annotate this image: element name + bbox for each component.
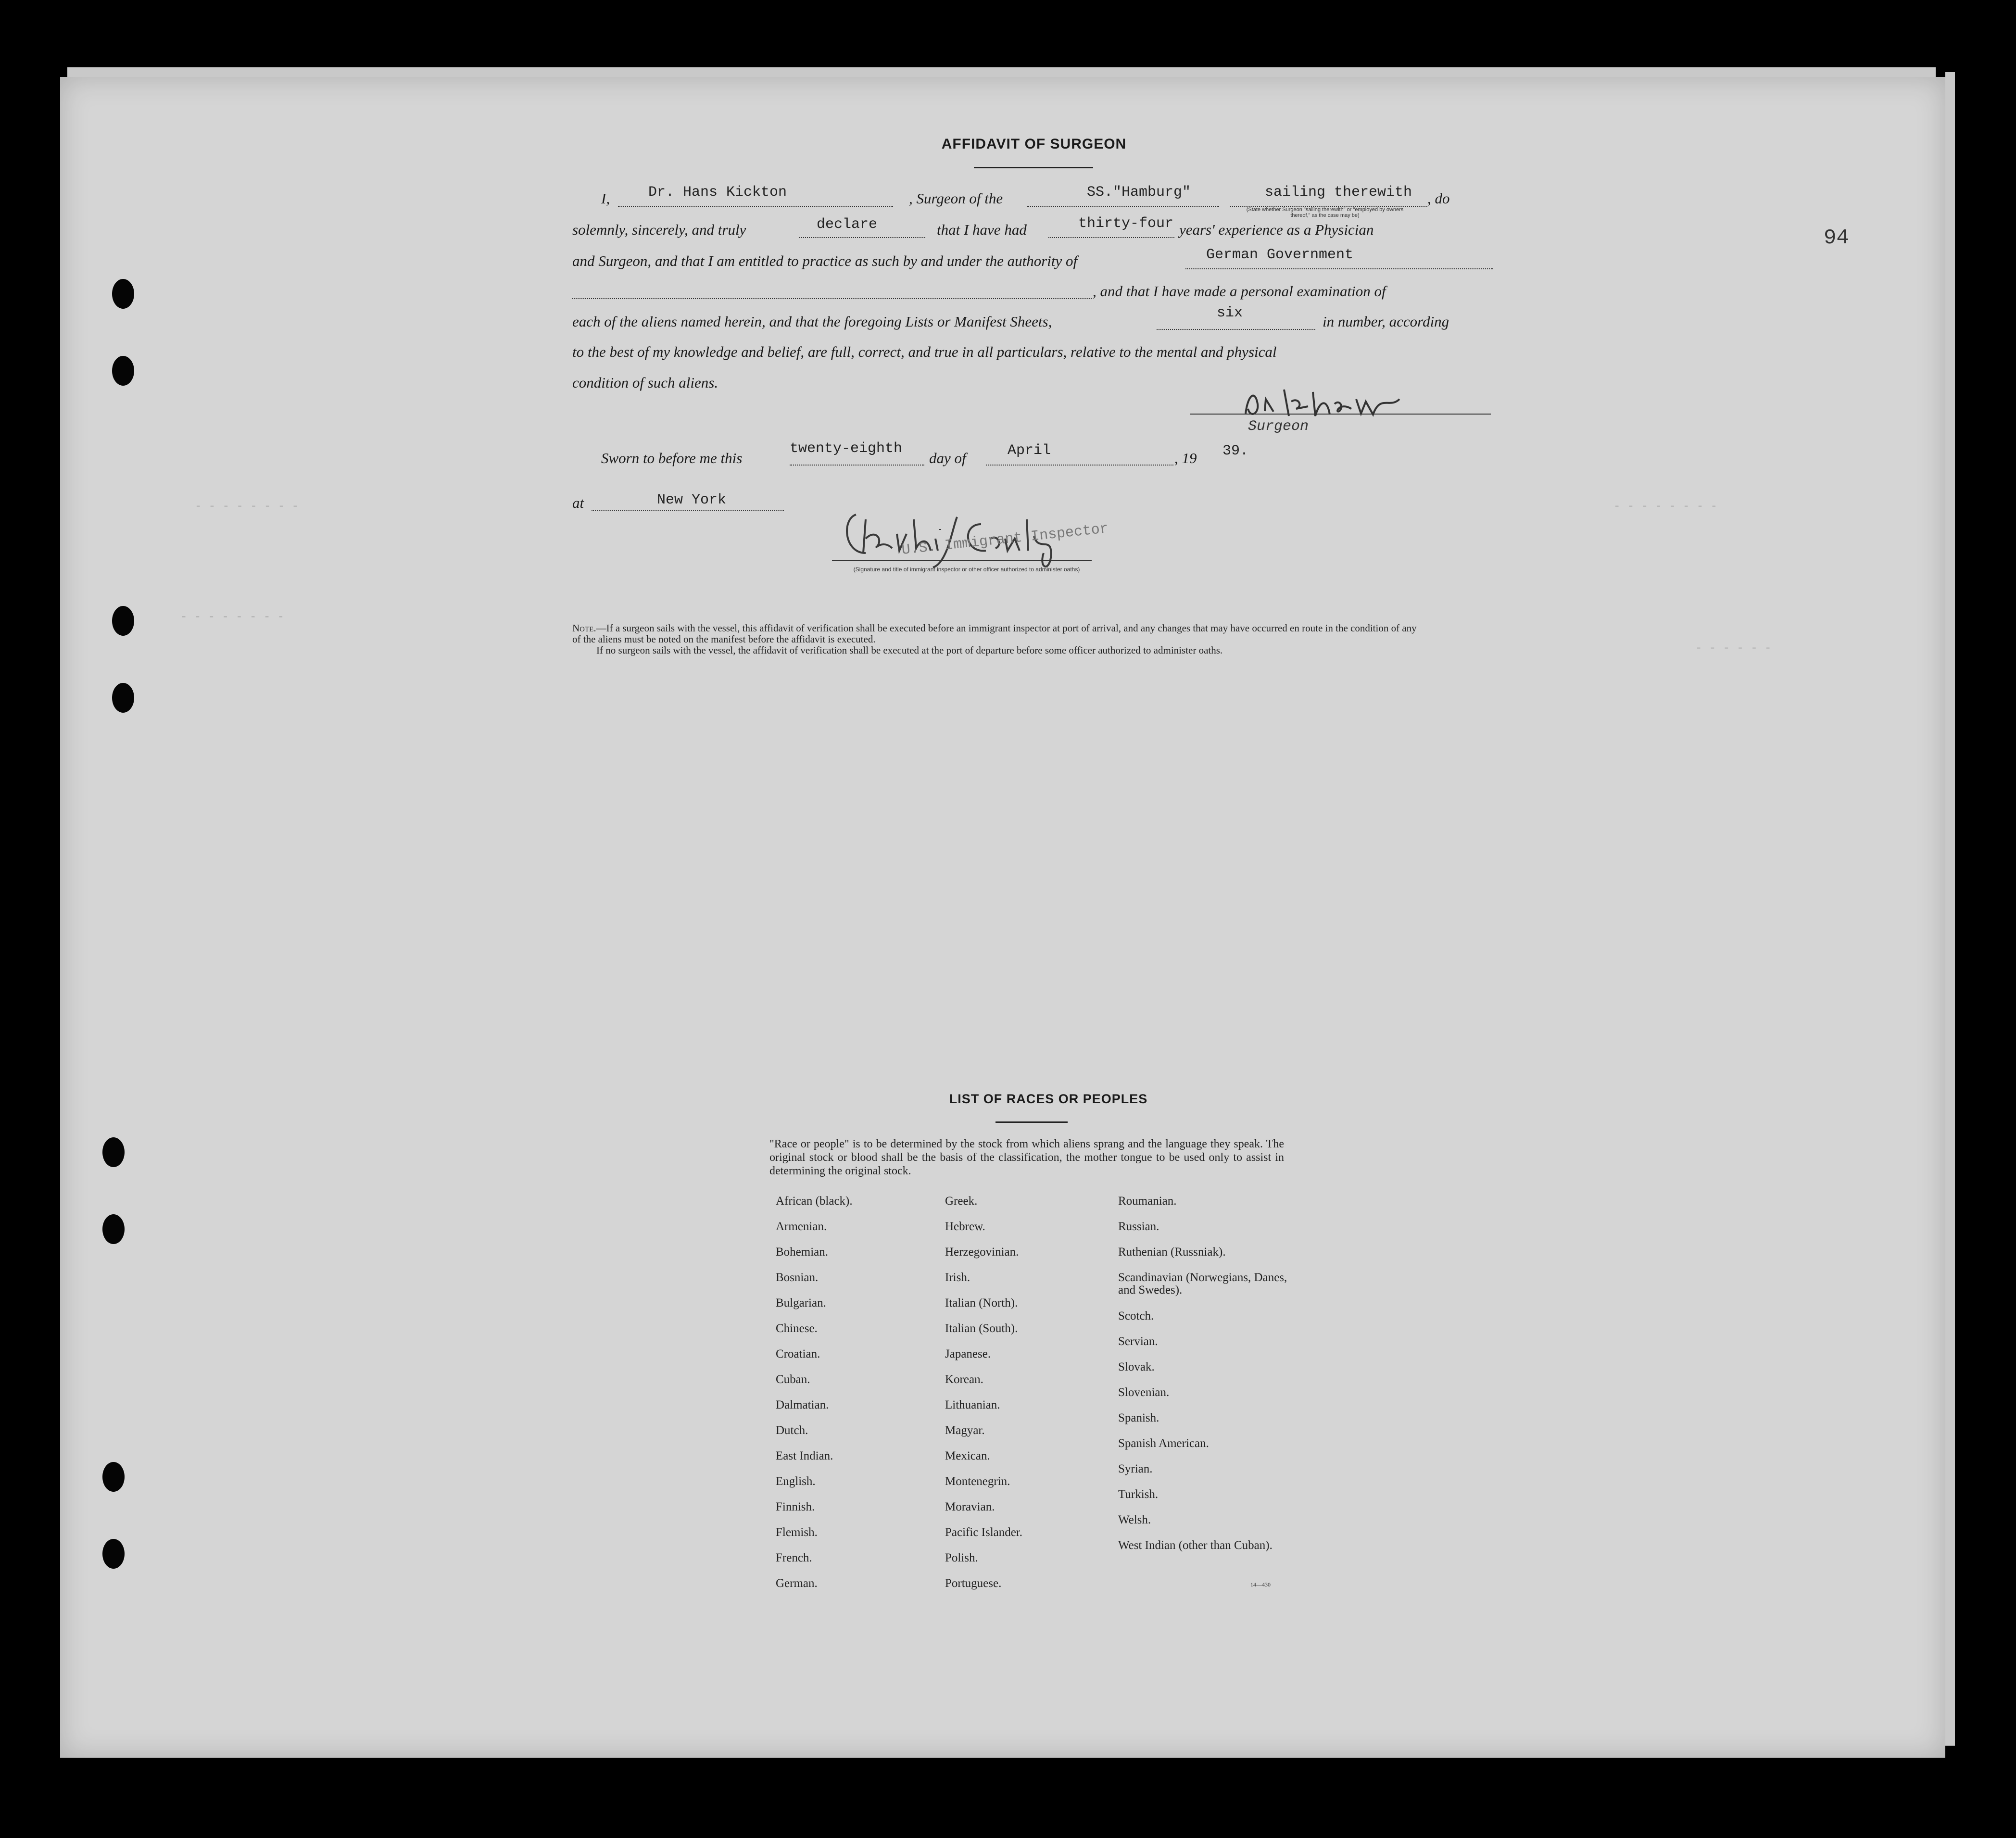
- race-item: Herzegovinian.: [945, 1246, 1019, 1259]
- show-through: - - - - - - - -: [180, 611, 285, 624]
- race-item: Irish.: [945, 1271, 970, 1284]
- race-item: French.: [776, 1551, 812, 1564]
- race-item: Syrian.: [1118, 1462, 1153, 1475]
- inspector-caption: (Signature and title of immigrant inspector or other officer authorized to administer oaths): [853, 566, 1080, 573]
- inspector-title-stamp: U.S. Immigrant Inspector: [901, 520, 1109, 559]
- day-field[interactable]: twenty-eighth: [790, 441, 903, 457]
- race-item: Croatian.: [776, 1347, 820, 1360]
- status-field[interactable]: sailing therewith: [1265, 184, 1412, 201]
- race-item: Ruthenian (Russniak).: [1118, 1246, 1226, 1259]
- punch-hole: [102, 1214, 125, 1244]
- race-item: Hebrew.: [945, 1220, 985, 1233]
- affidavit-title: AFFIDAVIT OF SURGEON: [941, 136, 1127, 152]
- race-item: German.: [776, 1577, 818, 1590]
- punch-hole: [102, 1462, 125, 1492]
- year-field[interactable]: 39.: [1222, 443, 1249, 459]
- race-item: Magyar.: [945, 1424, 985, 1437]
- affidavit-line: condition of such aliens.: [572, 374, 718, 391]
- show-through: - - - - - - - -: [195, 500, 299, 513]
- show-through: - - - - - -: [1695, 642, 1772, 655]
- punch-hole: [102, 1539, 125, 1569]
- race-item: Armenian.: [776, 1220, 827, 1233]
- race-item: East Indian.: [776, 1449, 833, 1462]
- blank-line: [592, 510, 784, 511]
- vessel-field[interactable]: SS."Hamburg": [1087, 184, 1191, 201]
- affidavit-line: , Surgeon of the: [909, 190, 1003, 207]
- race-item: Finnish.: [776, 1500, 815, 1513]
- surgeon-name-field[interactable]: Dr. Hans Kickton: [648, 184, 787, 201]
- affidavit-line: solemnly, sincerely, and truly: [572, 221, 746, 238]
- signature-line: [832, 560, 1092, 561]
- note-text-2: If no surgeon sails with the vessel, the affidavit of verification shall be executed at the port of departure before some officer authorized to administer oaths.: [596, 644, 1223, 656]
- place-field[interactable]: New York: [657, 492, 727, 508]
- affidavit-line: day of: [929, 450, 966, 466]
- affidavit-line: to the best of my knowledge and belief, are full, correct, and true in all particulars, relative to the mental and physical: [572, 343, 1277, 360]
- note-label: Note.: [572, 622, 596, 634]
- race-item: Bohemian.: [776, 1246, 829, 1259]
- punch-hole: [112, 683, 134, 713]
- blank-line: [1185, 268, 1493, 269]
- race-item: Russian.: [1118, 1220, 1159, 1233]
- race-item: Bulgarian.: [776, 1297, 826, 1309]
- affidavit-line: , do: [1427, 190, 1450, 207]
- verb-field[interactable]: declare: [817, 216, 878, 233]
- race-item: Polish.: [945, 1551, 978, 1564]
- race-item: Servian.: [1118, 1335, 1158, 1348]
- race-item: Dutch.: [776, 1424, 808, 1437]
- blank-line: [790, 465, 924, 466]
- race-item: Slovenian.: [1118, 1386, 1170, 1399]
- authority-field[interactable]: German Government: [1206, 247, 1354, 263]
- race-item: Korean.: [945, 1373, 983, 1386]
- affidavit-line: Sworn to before me this: [601, 450, 743, 466]
- blank-line: [799, 237, 925, 238]
- affidavit-line: each of the aliens named herein, and that the foregoing Lists or Manifest Sheets,: [572, 313, 1052, 330]
- race-item: Welsh.: [1118, 1513, 1151, 1526]
- races-title: LIST OF RACES OR PEOPLES: [949, 1092, 1148, 1106]
- show-through: - - - - - - - -: [1613, 500, 1718, 513]
- blank-line: [1027, 206, 1219, 207]
- race-item: Dalmatian.: [776, 1398, 829, 1411]
- race-item: English.: [776, 1475, 816, 1488]
- affidavit-line: that I have had: [937, 221, 1027, 238]
- race-item: Turkish.: [1118, 1488, 1159, 1501]
- sheets-field[interactable]: six: [1217, 305, 1243, 321]
- punch-hole: [112, 356, 134, 386]
- affidavit-line: I,: [601, 190, 610, 207]
- race-item: Italian (North).: [945, 1297, 1018, 1309]
- race-item: Greek.: [945, 1195, 978, 1208]
- affidavit-note: [572, 623, 1419, 656]
- race-item: Moravian.: [945, 1500, 995, 1513]
- race-item: Scandinavian (Norwegians, Danes, and Swedes).: [1118, 1271, 1287, 1297]
- blank-line: [986, 465, 1173, 466]
- title-rule: [974, 167, 1093, 168]
- race-item: Pacific Islander.: [945, 1526, 1023, 1539]
- races-column-1: [776, 1195, 853, 1603]
- affidavit-line: and Surgeon, and that I am entitled to practice as such by and under the authority of: [572, 252, 1078, 269]
- blank-line: [618, 206, 893, 207]
- races-column-2: [945, 1195, 1022, 1603]
- race-item: Portuguese.: [945, 1577, 1002, 1590]
- page-stack-edge: [1945, 72, 1955, 1746]
- affidavit-line: at: [572, 494, 584, 511]
- page-stack-edge: [67, 67, 1936, 77]
- race-item: Italian (South).: [945, 1322, 1018, 1335]
- blank-line: [1157, 329, 1315, 330]
- race-item: Mexican.: [945, 1449, 990, 1462]
- races-column-3: [1118, 1195, 1301, 1578]
- races-intro: "Race or people" is to be determined by the stock from which aliens sprang and the language they speak. The original stock or blood shall be the basis of the classification, the mother tongue to be used only to assist in determining the original stock.: [769, 1138, 1284, 1177]
- race-item: Scotch.: [1118, 1309, 1154, 1322]
- affidavit-line: , and that I have made a personal examination of: [1093, 283, 1386, 300]
- affidavit-line: , 19: [1174, 450, 1197, 466]
- race-item: African (black).: [776, 1195, 853, 1208]
- affidavit-line: years' experience as a Physician: [1179, 221, 1374, 238]
- blank-line: [1048, 237, 1174, 238]
- race-item: Cuban.: [776, 1373, 810, 1386]
- years-field[interactable]: thirty-four: [1078, 215, 1174, 232]
- surgeon-label: Surgeon: [1248, 418, 1309, 435]
- punch-hole: [112, 279, 134, 309]
- page-number: 94: [1824, 226, 1849, 250]
- race-item: Montenegrin.: [945, 1475, 1010, 1488]
- punch-hole: [112, 606, 134, 636]
- blank-line: [572, 298, 1092, 299]
- race-item: Roumanian.: [1118, 1195, 1177, 1208]
- race-item: Spanish American.: [1118, 1437, 1209, 1450]
- form-number: 14—430: [1250, 1581, 1271, 1588]
- race-item: Flemish.: [776, 1526, 818, 1539]
- race-item: Slovak.: [1118, 1360, 1155, 1373]
- punch-hole: [102, 1137, 125, 1167]
- vessel-note: (State whether Surgeon "sailing therewith" or "employed by owners thereof," as the case may be): [1246, 207, 1404, 218]
- race-item: Japanese.: [945, 1347, 991, 1360]
- race-item: Chinese.: [776, 1322, 818, 1335]
- note-text: —If a surgeon sails with the vessel, this affidavit of verification shall be executed before an immigrant inspector at port of arrival, and any changes that may have occurred en route in the condition of any of the aliens must be noted on the manifest before the affidavit is executed.: [572, 622, 1417, 645]
- race-item: Spanish.: [1118, 1411, 1159, 1424]
- affidavit-line: in number, according: [1323, 313, 1449, 330]
- race-item: Lithuanian.: [945, 1398, 1000, 1411]
- race-item: Bosnian.: [776, 1271, 819, 1284]
- signature-line: [1190, 414, 1491, 415]
- races-rule: [995, 1121, 1068, 1123]
- month-field[interactable]: April: [1008, 442, 1051, 459]
- race-item: West Indian (other than Cuban).: [1118, 1539, 1273, 1552]
